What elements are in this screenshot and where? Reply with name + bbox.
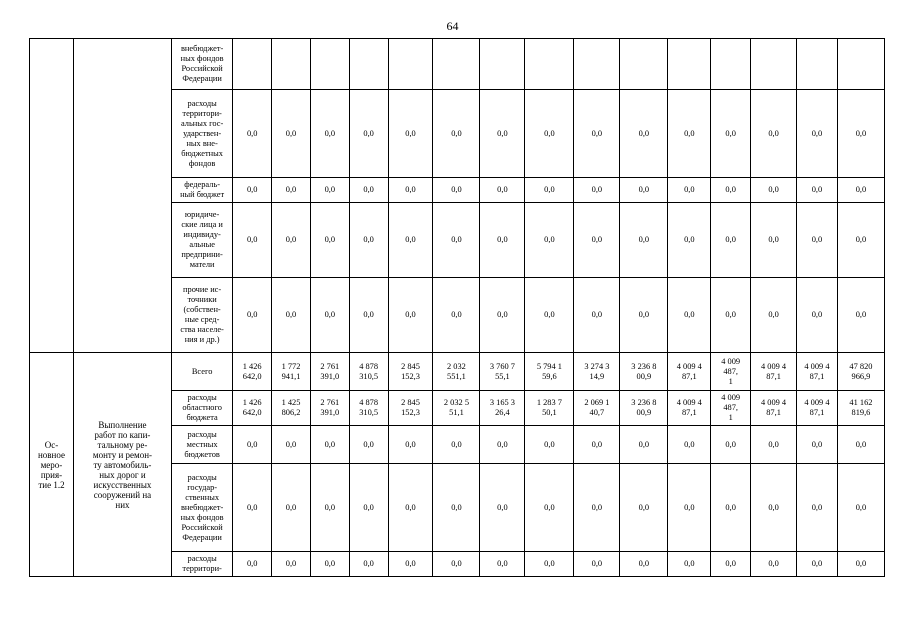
value-cell: 0,0	[620, 203, 668, 278]
value-cell: 0,0	[620, 464, 668, 552]
value-cell: 1 425 806,2	[272, 391, 311, 426]
value-cell: 0,0	[837, 203, 884, 278]
value-cell: 0,0	[751, 278, 797, 353]
value-cell: 0,0	[620, 278, 668, 353]
value-cell: 0,0	[525, 90, 574, 178]
value-cell: 0,0	[349, 464, 388, 552]
value-cell: 0,0	[272, 426, 311, 464]
value-cell: 0,0	[388, 464, 433, 552]
value-cell: 3 760 7 55,1	[480, 353, 525, 391]
value-cell	[711, 39, 751, 90]
value-cell: 4 009 4 87,1	[751, 353, 797, 391]
value-cell: 0,0	[751, 464, 797, 552]
value-cell: 0,0	[433, 552, 480, 577]
value-cell: 4 009 487, 1	[711, 391, 751, 426]
value-cell: 4 878 310,5	[349, 391, 388, 426]
value-cell: 0,0	[480, 552, 525, 577]
value-cell	[751, 39, 797, 90]
value-cell: 3 274 3 14,9	[574, 353, 620, 391]
value-cell	[837, 39, 884, 90]
category-cell: расходы государ- ственных внебюджет- ных фондов Российской Федерации	[171, 464, 232, 552]
value-cell: 0,0	[233, 90, 272, 178]
value-cell: 0,0	[233, 278, 272, 353]
value-cell: 0,0	[525, 552, 574, 577]
value-cell: 0,0	[668, 464, 711, 552]
table-body	[30, 39, 885, 577]
value-cell: 4 009 4 87,1	[751, 391, 797, 426]
value-cell: 1 426 642,0	[233, 391, 272, 426]
value-cell: 0,0	[480, 178, 525, 203]
value-cell: 0,0	[525, 203, 574, 278]
value-cell: 47 820 966,9	[837, 353, 884, 391]
value-cell: 0,0	[388, 203, 433, 278]
value-cell: 0,0	[233, 178, 272, 203]
value-cell: 0,0	[574, 178, 620, 203]
category-cell: расходы местных бюджетов	[171, 426, 232, 464]
value-cell: 0,0	[711, 178, 751, 203]
value-cell: 0,0	[310, 278, 349, 353]
value-cell: 0,0	[711, 278, 751, 353]
value-cell: 1 772 941,1	[272, 353, 311, 391]
value-cell: 3 236 8 00,9	[620, 353, 668, 391]
value-cell: 4 009 4 87,1	[797, 353, 838, 391]
value-cell: 1 426 642,0	[233, 353, 272, 391]
value-cell: 0,0	[751, 90, 797, 178]
value-cell	[797, 39, 838, 90]
category-cell: расходы областного бюджета	[171, 391, 232, 426]
value-cell: 0,0	[433, 278, 480, 353]
value-cell: 0,0	[433, 426, 480, 464]
value-cell: 0,0	[310, 203, 349, 278]
value-cell	[574, 39, 620, 90]
value-cell: 0,0	[668, 178, 711, 203]
value-cell: 0,0	[620, 552, 668, 577]
value-cell: 0,0	[349, 426, 388, 464]
value-cell: 0,0	[751, 178, 797, 203]
category-cell: расходы территори- альных гос- ударствен- ных вне- бюджетных фондов	[171, 90, 232, 178]
category-cell: федераль- ный бюджет	[171, 178, 232, 203]
value-cell: 2 845 152,3	[388, 391, 433, 426]
value-cell: 0,0	[480, 90, 525, 178]
measure-code-cell: Ос- новное меро- прия- тие 1.2	[30, 353, 74, 577]
value-cell: 0,0	[349, 552, 388, 577]
category-cell: прочие ис- точники (собствен- ные сред- ства населе- ния и др.)	[171, 278, 232, 353]
value-cell: 0,0	[480, 203, 525, 278]
value-cell	[349, 39, 388, 90]
value-cell: 0,0	[272, 203, 311, 278]
value-cell: 0,0	[433, 178, 480, 203]
value-cell: 3 236 8 00,9	[620, 391, 668, 426]
value-cell: 0,0	[574, 90, 620, 178]
value-cell: 0,0	[797, 464, 838, 552]
value-cell: 0,0	[797, 178, 838, 203]
value-cell: 4 009 4 87,1	[668, 353, 711, 391]
value-cell: 0,0	[574, 203, 620, 278]
value-cell: 0,0	[574, 552, 620, 577]
value-cell: 0,0	[797, 203, 838, 278]
value-cell	[433, 39, 480, 90]
value-cell: 0,0	[668, 90, 711, 178]
measure-name-cell: Выполнение работ по капи- тальному ре- монту и ремон- ту автомобиль- ных дорог и искусственных сооружений на них	[73, 353, 171, 577]
value-cell: 0,0	[433, 203, 480, 278]
value-cell: 0,0	[711, 426, 751, 464]
value-cell: 0,0	[668, 278, 711, 353]
value-cell: 0,0	[525, 426, 574, 464]
value-cell: 0,0	[797, 426, 838, 464]
value-cell: 0,0	[797, 278, 838, 353]
value-cell: 0,0	[525, 464, 574, 552]
value-cell: 0,0	[711, 90, 751, 178]
value-cell: 0,0	[574, 426, 620, 464]
value-cell: 0,0	[272, 90, 311, 178]
value-cell: 0,0	[388, 178, 433, 203]
value-cell: 0,0	[310, 426, 349, 464]
value-cell: 0,0	[272, 178, 311, 203]
page-number: 64	[446, 19, 459, 33]
value-cell: 4 009 4 87,1	[668, 391, 711, 426]
value-cell: 0,0	[433, 90, 480, 178]
value-cell: 0,0	[233, 426, 272, 464]
value-cell: 0,0	[837, 278, 884, 353]
code-cell-empty	[30, 39, 74, 353]
value-cell: 0,0	[668, 203, 711, 278]
value-cell: 0,0	[233, 203, 272, 278]
value-cell: 0,0	[574, 464, 620, 552]
value-cell: 2 032 5 51,1	[433, 391, 480, 426]
value-cell: 0,0	[433, 464, 480, 552]
value-cell: 0,0	[837, 426, 884, 464]
value-cell: 4 009 487, 1	[711, 353, 751, 391]
value-cell	[272, 39, 311, 90]
value-cell: 0,0	[349, 203, 388, 278]
value-cell: 0,0	[751, 552, 797, 577]
value-cell: 0,0	[310, 552, 349, 577]
value-cell: 0,0	[480, 464, 525, 552]
category-cell: внебюджет- ных фондов Российской Федерации	[171, 39, 232, 90]
value-cell: 2 845 152,3	[388, 353, 433, 391]
value-cell	[620, 39, 668, 90]
category-cell: юридиче- ские лица и индивиду- альные предприни- матели	[171, 203, 232, 278]
value-cell: 3 165 3 26,4	[480, 391, 525, 426]
value-cell: 0,0	[620, 426, 668, 464]
value-cell: 0,0	[751, 203, 797, 278]
value-cell: 0,0	[388, 90, 433, 178]
value-cell: 0,0	[388, 426, 433, 464]
value-cell: 0,0	[668, 426, 711, 464]
value-cell: 0,0	[349, 178, 388, 203]
value-cell: 0,0	[310, 178, 349, 203]
table-row	[30, 353, 885, 391]
value-cell: 0,0	[272, 278, 311, 353]
value-cell: 0,0	[233, 552, 272, 577]
value-cell: 0,0	[837, 464, 884, 552]
value-cell: 0,0	[272, 464, 311, 552]
value-cell: 0,0	[310, 90, 349, 178]
category-cell: Всего	[171, 353, 232, 391]
value-cell: 4 009 4 87,1	[797, 391, 838, 426]
value-cell: 0,0	[837, 552, 884, 577]
value-cell: 0,0	[620, 90, 668, 178]
category-cell: расходы территори-	[171, 552, 232, 577]
value-cell: 0,0	[480, 278, 525, 353]
value-cell: 0,0	[525, 278, 574, 353]
value-cell: 0,0	[668, 552, 711, 577]
value-cell: 0,0	[711, 552, 751, 577]
value-cell	[668, 39, 711, 90]
value-cell: 2 761 391,0	[310, 353, 349, 391]
value-cell: 0,0	[349, 278, 388, 353]
value-cell: 0,0	[837, 178, 884, 203]
value-cell: 1 283 7 50,1	[525, 391, 574, 426]
value-cell: 0,0	[751, 426, 797, 464]
value-cell: 0,0	[272, 552, 311, 577]
value-cell	[388, 39, 433, 90]
value-cell	[310, 39, 349, 90]
value-cell	[480, 39, 525, 90]
value-cell: 5 794 1 59,6	[525, 353, 574, 391]
value-cell: 0,0	[349, 90, 388, 178]
value-cell: 0,0	[574, 278, 620, 353]
value-cell: 4 878 310,5	[349, 353, 388, 391]
value-cell: 0,0	[480, 426, 525, 464]
value-cell: 2 032 551,1	[433, 353, 480, 391]
value-cell	[525, 39, 574, 90]
value-cell	[233, 39, 272, 90]
value-cell: 0,0	[711, 203, 751, 278]
value-cell: 0,0	[797, 90, 838, 178]
value-cell: 2 761 391,0	[310, 391, 349, 426]
table-row	[30, 39, 885, 90]
value-cell: 0,0	[620, 178, 668, 203]
value-cell: 0,0	[525, 178, 574, 203]
value-cell: 0,0	[388, 552, 433, 577]
value-cell: 0,0	[310, 464, 349, 552]
value-cell: 2 069 1 40,7	[574, 391, 620, 426]
value-cell: 41 162 819,6	[837, 391, 884, 426]
value-cell: 0,0	[233, 464, 272, 552]
value-cell: 0,0	[711, 464, 751, 552]
name-cell-empty	[73, 39, 171, 353]
value-cell: 0,0	[797, 552, 838, 577]
value-cell: 0,0	[388, 278, 433, 353]
value-cell: 0,0	[837, 90, 884, 178]
budget-table	[29, 38, 885, 577]
